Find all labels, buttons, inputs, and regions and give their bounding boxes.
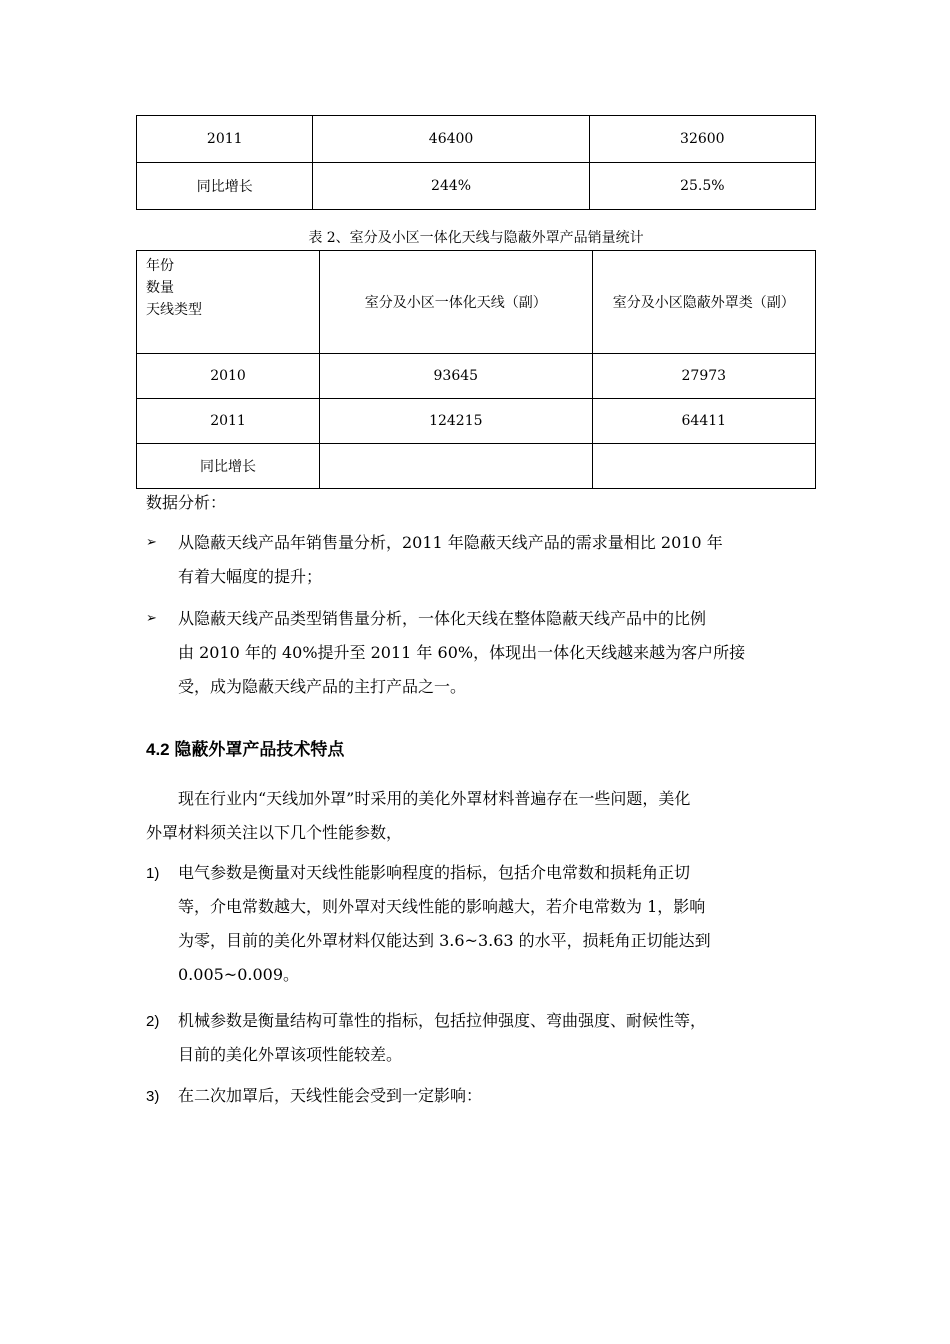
item-text [178, 1004, 706, 1072]
bullet-line: 从隐蔽天线产品类型销售量分析，一体化天线在整体隐蔽天线产品中的比例 [178, 609, 707, 628]
intro-line: 现在行业内“天线加外罩”时采用的美化外罩材料普遍存在一些问题，美化 [178, 789, 691, 808]
table-row [137, 163, 816, 210]
table-cell: 46400 [313, 116, 589, 163]
table-row [137, 354, 816, 399]
table-cell: 同比增长 [137, 444, 320, 489]
bullet-line: 由 2010 年的 40%提升至 2011 年 60%，体现出一体化天线越来越为客户所接 [178, 643, 746, 662]
table-cell: 同比增长 [137, 163, 313, 210]
bullet-text [178, 602, 745, 704]
table-header-row [137, 251, 816, 354]
intro-line: 外罩材料须关注以下几个性能参数， [146, 823, 403, 842]
corner-label-antenna-type: 天线类型 [146, 302, 202, 318]
bullet-line: 从隐蔽天线产品年销售量分析，2011 年隐蔽天线产品的需求量相比 2010 年 [178, 533, 723, 552]
item-line: 在二次加罩后，天线性能会受到一定影响： [178, 1086, 483, 1105]
table-row [137, 116, 816, 163]
item-text [178, 1079, 482, 1113]
bullet-arrow-icon: ➢ [146, 611, 157, 626]
bullet-text [178, 526, 723, 594]
corner-label-quantity: 数量 [146, 280, 174, 296]
table-cell: 244% [313, 163, 589, 210]
table-2 [136, 250, 816, 489]
item-line: 等，介电常数越大，则外罩对天线性能的影响越大，若介电常数为 1，影响 [178, 897, 706, 916]
table-cell: 2010 [137, 354, 320, 399]
item-line: 电气参数是衡量对天线性能影响程度的指标，包括介电常数和损耗角正切 [178, 863, 691, 882]
table-2-caption: 表 2、室分及小区一体化天线与隐蔽外罩产品销量统计 [308, 230, 644, 246]
table-cell: 32600 [589, 116, 815, 163]
section-heading: 4.2 隐蔽外罩产品技术特点 [146, 740, 345, 759]
table-cell: 64411 [592, 399, 815, 444]
item-line: 机械参数是衡量结构可靠性的指标，包括拉伸强度、弯曲强度、耐候性等， [178, 1011, 707, 1030]
table-cell: 25.5% [589, 163, 815, 210]
item-line: 为零，目前的美化外罩材料仅能达到 3.6~3.63 的水平，损耗角正切能达到 [178, 931, 711, 950]
item-number: 3) [146, 1088, 160, 1105]
table-row [137, 399, 816, 444]
table-cell [592, 444, 815, 489]
table-row [137, 444, 816, 489]
bullet-line: 有着大幅度的提升； [178, 567, 323, 586]
item-number: 1) [146, 865, 160, 882]
item-number: 2) [146, 1013, 160, 1030]
item-text [178, 856, 711, 992]
item-line: 目前的美化外罩该项性能较差。 [178, 1045, 403, 1064]
analysis-title: 数据分析： [146, 493, 227, 512]
corner-label-year: 年份 [146, 258, 174, 274]
table-1 [136, 115, 816, 210]
table-cell: 27973 [592, 354, 815, 399]
table-cell: 2011 [137, 116, 313, 163]
column-header: 室分及小区隐蔽外罩类（副） [592, 251, 815, 354]
table-cell: 2011 [137, 399, 320, 444]
table-cell [320, 444, 593, 489]
bullet-arrow-icon: ➢ [146, 535, 157, 550]
table-cell: 93645 [320, 354, 593, 399]
bullet-line: 受，成为隐蔽天线产品的主打产品之一。 [178, 677, 467, 696]
item-line: 0.005~0.009。 [178, 965, 300, 984]
table-corner-header [137, 251, 320, 354]
table-cell: 124215 [320, 399, 593, 444]
column-header: 室分及小区一体化天线（副） [320, 251, 593, 354]
